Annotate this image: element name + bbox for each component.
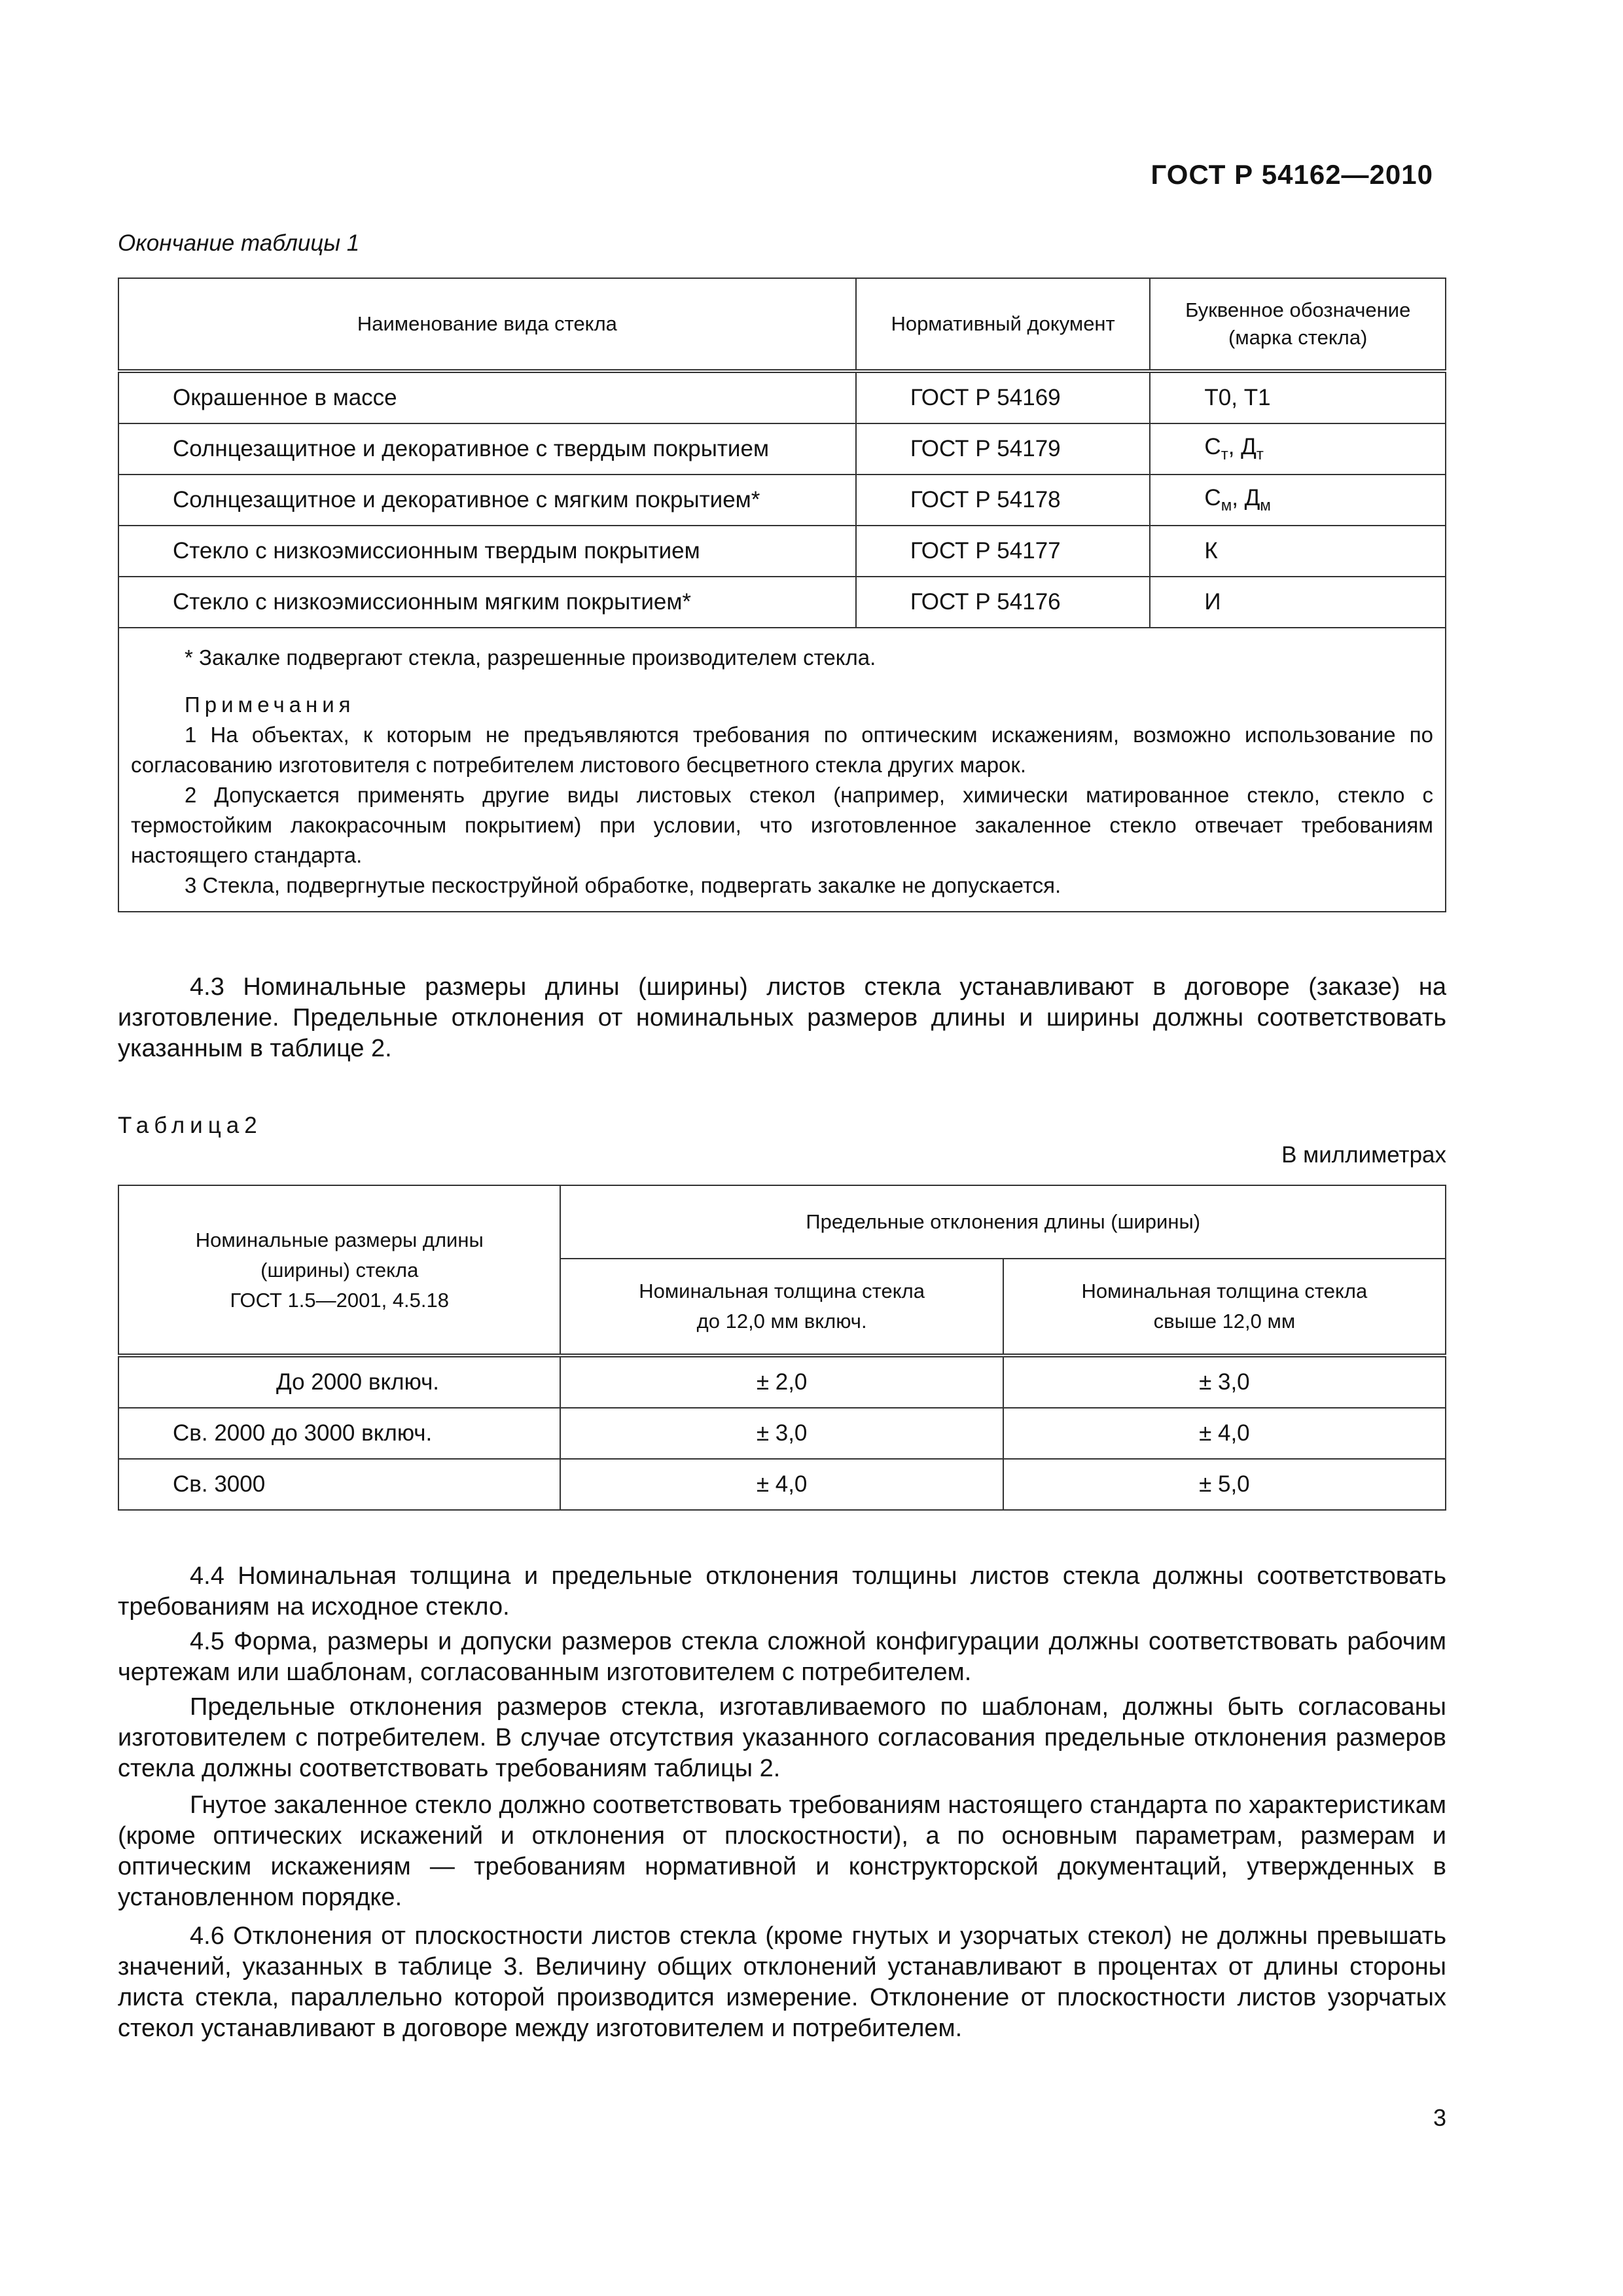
glass-type-name: Окрашенное в массе [118,371,856,423]
table-row [118,577,1446,628]
glass-type-name: Стекло с низкоэмиссионным твердым покрытием [118,526,856,577]
glass-mark: К [1150,526,1446,577]
deviation-thick: ± 4,0 [1003,1408,1446,1459]
table2-col-thin: Номинальная толщина стекла до 12,0 мм включ. [560,1259,1003,1355]
table2-col-size: Номинальные размеры длины (ширины) стекла ГОСТ 1.5—2001, 4.5.18 [118,1185,560,1355]
table1-col-name: Наименование вида стекла [118,278,856,371]
glass-mark: $С_т$, $Д_т$ [1150,423,1446,475]
deviation-thick: ± 5,0 [1003,1459,1446,1510]
table-row [118,526,1446,577]
paragraph-4-5-bent-glass: Гнутое закаленное стекло должно соответствовать требованиям настоящего стандарта по характеристикам (кроме оптических искажений и отклонения от плоскостности), а по основным параметрам, размерам и оптическим искажениям — требованиям нормативной и конструкторской документаций, утвержденных в установленном порядке. [118,1791,1446,1911]
glass-type-name: Стекло с низкоэмиссионным мягким покрытием* [118,577,856,628]
paragraph-4-6: 4.6 Отклонения от плоскостности листов стекла (кроме гнутых и узорчатых стекол) не должны превышать значений, указанных в таблице 3. Величину общих отклонений устанавливают в процентах от длины стороны листа стекла, параллельно которой производится измерение. Отклонение от плоскостности листов узорчатых стекол устанавливают в договоре между изготовителем и потребителем. [118,1922,1446,2042]
paragraph-4-5-templates: Предельные отклонения размеров стекла, изготавливаемого по шаблонам, должны быть согласованы изготовителем с потребителем. В случае отсутствия указанного согласования предельные отклонения размеров стекла должны соответствовать требованиям таблицы 2. [118,1693,1446,1782]
table1-col-doc: Нормативный документ [856,278,1150,371]
nominal-size: Св. 3000 [118,1459,560,1510]
nominal-size: До 2000 включ. [118,1355,560,1408]
glass-type-name: Солнцезащитное и декоративное с мягким покрытием* [118,475,856,526]
table1-header-row [118,278,1446,371]
table-row [118,475,1446,526]
table2-group-header: Предельные отклонения длины (ширины) [560,1185,1446,1259]
table1-notes [118,628,1446,912]
deviation-thin: ± 2,0 [560,1355,1003,1408]
note-1: 1 На объектах, к которым не предъявляются требования по оптическим искажениям, возможно использование по согласованию изготовителя с потребителем листового бесцветного стекла других марок. [131,723,1433,777]
table-row [118,1355,1446,1408]
table2 [118,1185,1446,1511]
table-row [118,371,1446,423]
normative-document: ГОСТ Р 54178 [856,475,1150,526]
table1-footnote: * Закалке подвергают стекла, разрешенные производителем стекла. [185,645,876,670]
note-3: 3 Стекла, подвергнутые пескоструйной обработке, подвергать закалке не допускается. [185,873,1061,897]
paragraph-4-5: 4.5 Форма, размеры и допуски размеров стекла сложной конфигурации должны соответствовать рабочим чертежам или шаблонам, согласованным изготовителем с потребителем. [118,1628,1446,1686]
note-2: 2 Допускается применять другие виды листовых стекол (например, химически матированное стекло, стекло с термостойким лакокрасочным покрытием) при условии, что изготовленное закаленное стекло отвечает требованиям настоящего стандарта. [131,783,1433,867]
table2-units: В миллиметрах [1281,1142,1446,1168]
normative-document: ГОСТ Р 54179 [856,423,1150,475]
nominal-size: Св. 2000 до 3000 включ. [118,1408,560,1459]
table2-label: Таблица2 [118,1113,262,1138]
paragraph-4-3: 4.3 Номинальные размеры длины (ширины) листов стекла устанавливают в договоре (заказе) на изготовление. Предельные отклонения от номинальных размеров длины и ширины должны соответствовать указанным в таблице 2. [118,973,1446,1062]
glass-type-name: Солнцезащитное и декоративное с твердым покрытием [118,423,856,475]
table2-col-thick: Номинальная толщина стекла свыше 12,0 мм [1003,1259,1446,1355]
normative-document: ГОСТ Р 54176 [856,577,1150,628]
table1-notes-row [118,628,1446,912]
table-row [118,1408,1446,1459]
glass-mark: $С_м$, $Д_м$ [1150,475,1446,526]
paragraph-4-4: 4.4 Номинальная толщина и предельные отклонения толщины листов стекла должны соответствовать требованиям на исходное стекло. [118,1562,1446,1621]
table1-caption: Окончание таблицы 1 [118,230,360,256]
table1-col-mark: Буквенное обозначение (марка стекла) [1150,278,1446,371]
page-number: 3 [1433,2104,1446,2131]
table1 [118,278,1446,912]
normative-document: ГОСТ Р 54169 [856,371,1150,423]
notes-title: Примечания [185,692,355,717]
document-code: ГОСТ Р 54162—2010 [1150,159,1433,190]
deviation-thick: ± 3,0 [1003,1355,1446,1408]
table-row [118,1459,1446,1510]
glass-mark: Т0, Т1 [1150,371,1446,423]
normative-document: ГОСТ Р 54177 [856,526,1150,577]
deviation-thin: ± 3,0 [560,1408,1003,1459]
glass-mark: И [1150,577,1446,628]
table-row [118,423,1446,475]
deviation-thin: ± 4,0 [560,1459,1003,1510]
table2-header-row [118,1185,1446,1259]
